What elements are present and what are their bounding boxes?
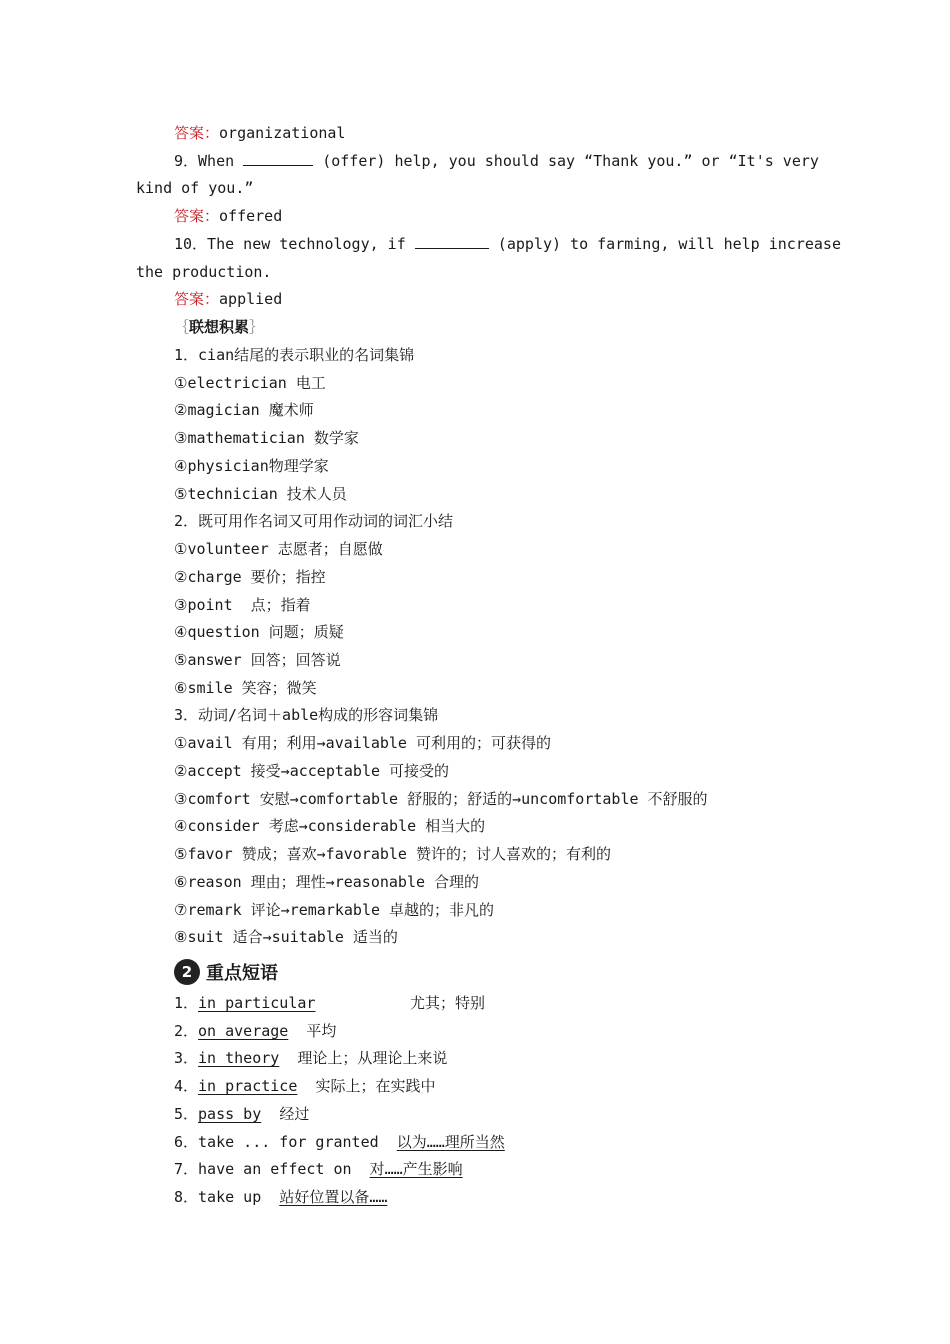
phrase-number: 1． xyxy=(174,994,199,1012)
list-item: ⑧suit 适合→suitable 适当的 xyxy=(174,928,398,946)
list-item: ⑤favor 赞成；喜欢→favorable 赞许的；讨人喜欢的；有利的 xyxy=(174,845,611,863)
group2-heading: 2．既可用作名词又可用作动词的词汇小结 xyxy=(174,512,454,530)
phrase-text: take up xyxy=(198,1188,262,1206)
answer-label: 答案： xyxy=(174,290,220,308)
phrase-row xyxy=(174,1021,336,1041)
q10-line1 xyxy=(174,234,841,254)
q10-line2: the production. xyxy=(136,263,272,281)
q8-answer xyxy=(174,123,345,143)
phrase-meaning: 对……产生影响 xyxy=(369,1160,463,1178)
list-item: ②charge 要价；指控 xyxy=(174,568,326,586)
phrase-number: 7． xyxy=(174,1160,199,1178)
q9-line1 xyxy=(174,151,819,171)
phrase-meaning: 尤其；特别 xyxy=(410,994,486,1012)
phrase-text: in particular xyxy=(198,994,316,1012)
phrase-text: in theory xyxy=(198,1049,280,1067)
answer-label: 答案： xyxy=(174,124,220,142)
phrase-row xyxy=(174,1132,505,1152)
phrase-number: 2． xyxy=(174,1022,199,1040)
answer-text: offered xyxy=(219,207,283,225)
q9-text-after: (offer) help, you should say “Thank you.” or “It's very xyxy=(313,152,819,170)
list-item: ⑤technician 技术人员 xyxy=(174,485,347,503)
phrase-meaning: 平均 xyxy=(306,1022,337,1040)
phrase-text: have an effect on xyxy=(198,1160,352,1178)
q10-text-after: (apply) to farming, will help increase xyxy=(488,235,841,253)
q10-answer xyxy=(174,289,282,309)
list-item: ⑥smile 笑容；微笑 xyxy=(174,679,317,697)
phrase-row xyxy=(174,1048,447,1068)
section-number-badge: 2 xyxy=(174,959,200,985)
list-item: ①avail 有用；利用→available 可利用的；可获得的 xyxy=(174,734,551,752)
phrase-row xyxy=(174,1187,387,1207)
q9-line2: kind of you.” xyxy=(136,179,254,197)
phrase-meaning: 理论上；从理论上来说 xyxy=(297,1049,448,1067)
phrase-number: 6． xyxy=(174,1133,199,1151)
phrase-number: 4． xyxy=(174,1077,199,1095)
list-item: ②magician 魔术师 xyxy=(174,401,314,419)
phrase-number: 5． xyxy=(174,1105,199,1123)
phrase-row xyxy=(174,1076,435,1096)
list-item: ⑦remark 评论→remarkable 卓越的；非凡的 xyxy=(174,901,495,919)
list-item: ④question 问题；质疑 xyxy=(174,623,344,641)
section-title: 重点短语 xyxy=(206,963,278,984)
list-item: ①electrician 电工 xyxy=(174,374,326,392)
phrase-text: on average xyxy=(198,1022,289,1040)
phrase-number: 3． xyxy=(174,1049,199,1067)
phrase-text: in practice xyxy=(198,1077,298,1095)
list-item: ⑥reason 理由；理性→reasonable 合理的 xyxy=(174,873,480,891)
lianxiang-title: 联想积累 xyxy=(189,318,250,336)
list-item: ②accept 接受→acceptable 可接受的 xyxy=(174,762,450,780)
section-header xyxy=(174,958,278,986)
list-item: ①volunteer 志愿者；自愿做 xyxy=(174,540,383,558)
list-item: ③point 点；指着 xyxy=(174,596,311,614)
phrase-row xyxy=(174,993,486,1013)
phrase-meaning: 以为……理所当然 xyxy=(396,1133,505,1151)
phrase-number: 8． xyxy=(174,1188,199,1206)
list-item: ③mathematician 数学家 xyxy=(174,429,359,447)
list-item: ④consider 考虑→considerable 相当大的 xyxy=(174,817,486,835)
list-item: ④physician物理学家 xyxy=(174,457,329,475)
q9-blank[interactable] xyxy=(243,151,313,166)
group1-heading: 1．cian结尾的表示职业的名词集锦 xyxy=(174,346,415,364)
answer-label: 答案： xyxy=(174,207,220,225)
q10-text: 10．The new technology, if xyxy=(174,235,415,253)
q10-blank[interactable] xyxy=(415,234,489,249)
phrase-row xyxy=(174,1104,309,1124)
list-item: ③comfort 安慰→comfortable 舒服的；舒适的→uncomfortable 不舒服的 xyxy=(174,790,708,808)
q9-text: 9．When xyxy=(174,152,244,170)
phrase-meaning: 站好位置以备…… xyxy=(279,1188,388,1206)
bracket-right: ｝ xyxy=(249,318,265,336)
answer-text: organizational xyxy=(219,124,346,142)
phrase-row xyxy=(174,1159,463,1179)
bracket-left: ｛ xyxy=(174,318,190,336)
phrase-meaning: 实际上；在实践中 xyxy=(315,1077,436,1095)
group3-heading: 3．动词/名词＋able构成的形容词集锦 xyxy=(174,706,439,724)
answer-text: applied xyxy=(219,290,283,308)
phrase-text: pass by xyxy=(198,1105,262,1123)
list-item: ⑤answer 回答；回答说 xyxy=(174,651,341,669)
lianxiang-header xyxy=(174,317,264,337)
q9-answer xyxy=(174,206,282,226)
phrase-text: take ... for granted xyxy=(198,1133,379,1151)
phrase-meaning: 经过 xyxy=(279,1105,310,1123)
